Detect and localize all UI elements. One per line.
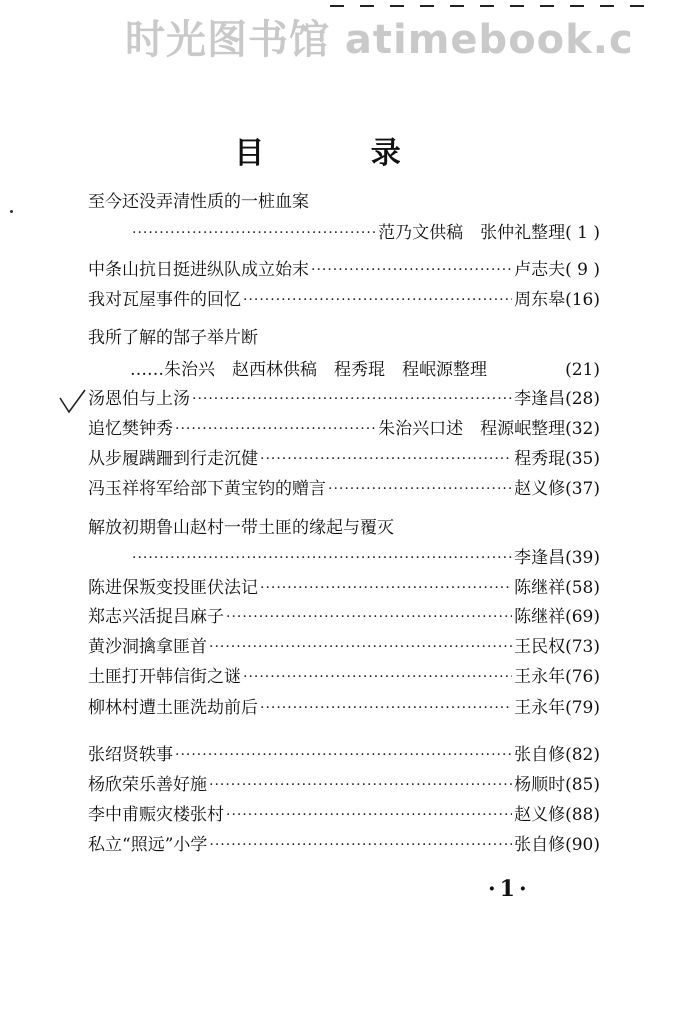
toc-entry-author: 张自修 <box>514 835 566 855</box>
dot-leader <box>260 696 512 720</box>
toc-entry-title: 杨欣荣乐善好施 <box>88 775 207 795</box>
toc-entry[interactable] <box>88 417 600 441</box>
toc-entry[interactable] <box>88 696 600 720</box>
toc-entry-author: 赵义修 <box>514 479 566 499</box>
toc-entry-author: 杨顺时 <box>514 775 566 795</box>
dot-leader <box>328 477 512 501</box>
toc-entry-title: 冯玉祥将军给部下黄宝钧的赠言 <box>88 479 326 499</box>
dot-leader <box>243 288 512 312</box>
toc-entry[interactable] <box>88 477 600 501</box>
toc-entry-author: 王永年 <box>514 667 566 687</box>
dot-leader <box>260 447 512 471</box>
toc-entry-page: (88) <box>565 805 600 825</box>
dot-leader <box>209 773 512 797</box>
toc-entry-page: (85) <box>565 775 600 795</box>
toc-entry-title: 解放初期鲁山赵村一带土匪的缘起与覆灭 <box>88 518 394 538</box>
toc-entry[interactable] <box>88 833 600 857</box>
toc-entry-page: (58) <box>565 578 600 598</box>
toc-entry-title: 私立“照远”小学 <box>88 835 208 855</box>
toc-entry-title: 郑志兴活捉吕麻子 <box>88 607 224 627</box>
toc-entry-title: 汤恩伯与上汤 <box>88 389 190 409</box>
toc-entry-page: (79) <box>565 698 600 718</box>
toc-entry-title: 陈进保叛变投匪伏法记 <box>88 578 258 598</box>
toc-entry-page: (32) <box>565 419 600 439</box>
toc-entry-page: (28) <box>565 389 600 409</box>
title-char-2: 录 <box>370 136 401 171</box>
toc-entry-continuation[interactable] <box>130 546 600 570</box>
toc-entry-credit: 李逢昌 <box>514 548 566 568</box>
toc-entry[interactable] <box>88 326 600 350</box>
toc-entry-page: ( 1 ) <box>565 223 600 243</box>
watermark: 时光图书馆 atimebook.c <box>125 17 634 63</box>
dot-leader <box>175 417 376 441</box>
dot-leader <box>226 803 512 827</box>
toc-entry-credit: ……朱治兴 赵西林供稿 程秀琨 程岷源整理 <box>130 360 487 380</box>
toc-entry-title: 至今还没弄清性质的一桩血案 <box>88 192 309 212</box>
toc-entry-page: (82) <box>565 745 600 765</box>
toc-entry-page: (16) <box>565 290 600 310</box>
dot-leader <box>209 635 512 659</box>
toc-entry-title: 从步履蹒跚到行走沉健 <box>88 449 258 469</box>
dot-leader <box>175 743 512 767</box>
toc-entry[interactable] <box>88 773 600 797</box>
toc-entry-page: (37) <box>565 479 600 499</box>
toc-entry-author: 程秀琨 <box>514 449 566 469</box>
toc-entry-author: 王永年 <box>514 698 566 718</box>
toc-entry-title: 张绍贤轶事 <box>88 745 173 765</box>
toc-entry-author: 卢志夫 <box>514 260 566 280</box>
toc-entry-page: (90) <box>565 835 600 855</box>
toc-entry-page: (76) <box>565 667 600 687</box>
toc-entry[interactable] <box>88 258 600 282</box>
toc-entry-author: 陈继祥 <box>514 578 566 598</box>
toc-entry-continuation[interactable] <box>130 221 600 245</box>
toc-entry-title: 土匪打开韩信街之谜 <box>88 667 241 687</box>
toc-entry[interactable] <box>88 605 600 629</box>
dot-leader <box>132 221 376 245</box>
dot-leader <box>132 546 512 570</box>
toc-entry-title: 黄沙洞擒拿匪首 <box>88 637 207 657</box>
toc-entry-page: (21) <box>565 360 600 380</box>
dot-leader <box>260 576 512 600</box>
toc-entry-title: 李中甫赈灾楼张村 <box>88 805 224 825</box>
toc-entry-page: ( 9 ) <box>565 260 600 280</box>
page-number: ·1· <box>488 876 531 902</box>
toc-entry-title: 柳林村遭土匪洗劫前后 <box>88 698 258 718</box>
toc-entry-author: 张自修 <box>514 745 566 765</box>
toc-entry[interactable] <box>88 576 600 600</box>
dot-leader <box>243 665 512 689</box>
toc-entry-author: 赵义修 <box>514 805 566 825</box>
toc-entry-author: 王民权 <box>514 637 566 657</box>
toc-entry-author: 周东皋 <box>514 290 566 310</box>
toc-entry-credit: 范乃文供稿 张仲礼整理 <box>378 223 566 243</box>
toc-entry-title: 中条山抗日挺进纵队成立始末 <box>88 260 309 280</box>
toc-entry-title: 我对瓦屋事件的回忆 <box>88 290 241 310</box>
toc-entry-author: 陈继祥 <box>514 607 566 627</box>
toc-entry[interactable] <box>88 387 600 411</box>
toc-entry[interactable] <box>88 447 600 471</box>
toc-entry-author: 朱治兴口述 程源岷整理 <box>378 419 566 439</box>
toc-entry[interactable] <box>88 803 600 827</box>
toc-entry-page: (69) <box>565 607 600 627</box>
toc-entry[interactable] <box>88 665 600 689</box>
toc-entry-title: 我所了解的郜子举片断 <box>88 328 258 348</box>
toc-entry-page: (39) <box>565 548 600 568</box>
toc-entry-author: 李逢昌 <box>514 389 566 409</box>
toc-entry[interactable] <box>88 635 600 659</box>
toc-entry-page: (35) <box>565 449 600 469</box>
dot-leader <box>192 387 512 411</box>
toc-entry[interactable] <box>88 743 600 767</box>
toc-entry-title: 追忆樊钟秀 <box>88 419 173 439</box>
toc-entry[interactable] <box>88 288 600 312</box>
dot-leader <box>311 258 512 282</box>
toc-entry-page: (73) <box>565 637 600 657</box>
toc-entry-continuation[interactable] <box>130 358 600 382</box>
title-char-1: 目 <box>234 136 265 171</box>
dot-leader <box>226 605 512 629</box>
dot-leader <box>209 833 512 857</box>
toc-entry[interactable] <box>88 516 600 540</box>
toc-entry[interactable] <box>88 190 600 214</box>
